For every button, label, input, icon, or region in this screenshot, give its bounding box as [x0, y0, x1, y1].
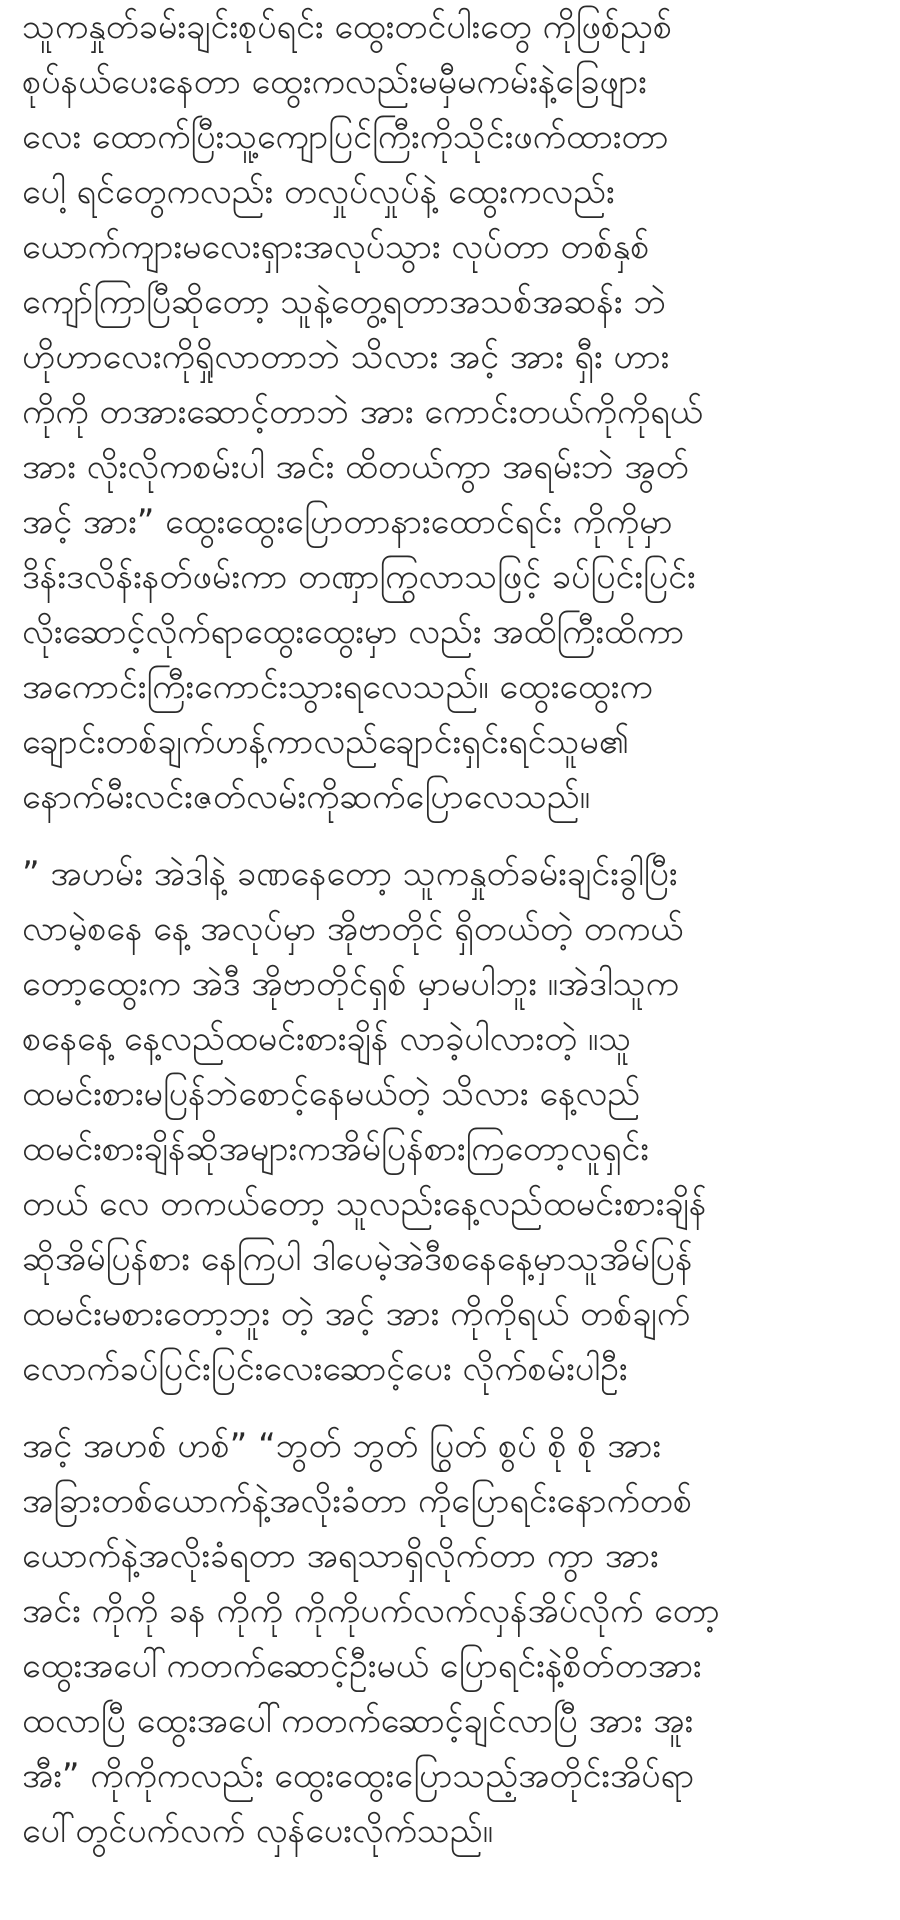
text-line: ပေါ်တွင်ပက်လက် လှန်ပေးလိုက်သည်။	[22, 1811, 493, 1851]
text-line: အီး” ကိုကိုကလည်း ထွေးထွေးပြောသည့်အတိုင်းအိပ်ရာ	[22, 1756, 695, 1796]
text-line: အင့် အဟစ် ဟစ်” “ဘွတ် ဘွတ် ပြွတ် စွပ် စို စို အား	[22, 1426, 662, 1466]
text-line: ဒိန်းဒလိန်းနတ်ဖမ်းကာ တဏှာကြွလာသဖြင့် ခပ်ပြင်းပြင်း	[22, 557, 696, 597]
text-line: လေး ထောက်ပြီးသူ့ကျောပြင်ကြီးကိုသိုင်းဖက်ထားတာ	[22, 117, 669, 157]
text-line: ပေါ့ ရင်တွေကလည်း တလှုပ်လှုပ်နဲ့ ထွေးကလည်း	[22, 172, 615, 212]
text-line: ” အဟမ်း အဲဒါနဲ့ ခဏနေတော့ သူကနှုတ်ခမ်းချင်းခွါပြီး	[22, 854, 678, 894]
text-line: စုပ်နယ်ပေးနေတာ ထွေးကလည်းမမှီမကမ်းနဲ့ခြေဖျား	[22, 62, 647, 102]
text-line: ကျော်ကြာပြီဆိုတော့ သူနဲ့တွေ့ရတာအသစ်အဆန်း ဘဲ	[22, 282, 667, 322]
text-line: နောက်မီးလင်းဇတ်လမ်းကိုဆက်ပြောလေသည်။	[22, 777, 590, 817]
text-line: တော့ထွေးက အဲဒီ အိုဗာတိုင်ရှစ် မှာမပါဘူး ။အဲဒါသူက	[22, 964, 679, 1004]
text-line: ကိုကို တအားဆောင့်တာဘဲ အား ကောင်းတယ်ကိုကိုရယ်	[22, 392, 703, 432]
text-line: အခြားတစ်ယောက်နဲ့အလိုးခံတာ ကိုပြောရင်းနောက်တစ်	[22, 1481, 692, 1521]
text-line: အင်း ကိုကို ခန ကိုကို ကိုကိုပက်လက်လှန်အိပ်လိုက် တော့	[22, 1591, 720, 1631]
text-line: ယောက်နဲ့အလိုးခံရတာ အရသာရှိလိုက်တာ ကွာ အား	[22, 1536, 659, 1576]
text-line: လိုးဆောင့်လိုက်ရာထွေးထွေးမှာ လည်း အထိကြီးထိကာ	[22, 612, 685, 652]
text-line: ချောင်းတစ်ချက်ဟန့်ကာလည်ချောင်းရှင်းရင်သူမ၏	[22, 722, 630, 762]
text-line: လောက်ခပ်ပြင်းပြင်းလေးဆောင့်ပေး လိုက်စမ်းပါဦး	[22, 1349, 628, 1389]
text-line: ထမင်းစားချိန်ဆိုအများကအိမ်ပြန်စားကြတော့လူရှင်း	[22, 1129, 649, 1169]
text-line: လာမဲ့စနေ နေ့ အလုပ်မှာ အိုဗာတိုင် ရှိတယ်တဲ့ တကယ်	[22, 909, 684, 949]
text-line: ယောက်ကျားမလေးရှားအလုပ်သွား လုပ်တာ တစ်နှစ်	[22, 227, 650, 267]
text-line: ထမင်းစားမပြန်ဘဲစောင့်နေမယ်တဲ့ သိလား နေ့လည်	[22, 1074, 641, 1114]
text-line: အား လိုးလိုကစမ်းပါ အင်း ထိတယ်ကွာ အရမ်းဘဲ အွတ်	[22, 447, 689, 487]
paragraph-1	[22, 0, 884, 825]
text-line: ထလာပြီ ထွေးအပေါ်ကတက်ဆောင့်ချင်လာပြီ အား အူး	[22, 1701, 694, 1741]
text-line: တယ် လေ တကယ်တော့ သူလည်းနေ့လည်ထမင်းစားချိန်	[22, 1184, 707, 1224]
text-line: သူကနှုတ်ခမ်းချင်းစုပ်ရင်း ထွေးတင်ပါးတွေ ကိုဖြစ်ညှစ်	[22, 7, 673, 47]
text-line: စနေနေ့ နေ့လည်ထမင်းစားချိန် လာခဲ့ပါလားတဲ့ ။သူ	[22, 1019, 632, 1059]
text-line: ဆိုအိမ်ပြန်စား နေကြပါ ဒါပေမဲ့အဲဒီစနေနေ့မှာသူအိမ်ပြန်	[22, 1239, 693, 1279]
article-body	[22, 0, 884, 1920]
text-line: အကောင်းကြီးကောင်းသွားရလေသည်။ ထွေးထွေးက	[22, 667, 653, 707]
paragraph-3	[22, 1419, 884, 1859]
text-line: ထွေးအပေါ်ကတက်ဆောင့်ဦးမယ် ပြောရင်းနဲ့စိတ်တအား	[22, 1646, 702, 1686]
paragraph-2	[22, 847, 884, 1397]
text-line: ဟိုဟာလေးကိုရှိုလာတာဘဲ သိလား အင့် အား ရှီး ဟား	[22, 337, 670, 377]
text-line: အင့် အား” ထွေးထွေးပြောတာနားထောင်ရင်း ကိုကိုမှာ	[22, 502, 673, 542]
text-line: ထမင်းမစားတော့ဘူး တဲ့ အင့် အား ကိုကိုရယ် တစ်ချက်	[22, 1294, 690, 1334]
